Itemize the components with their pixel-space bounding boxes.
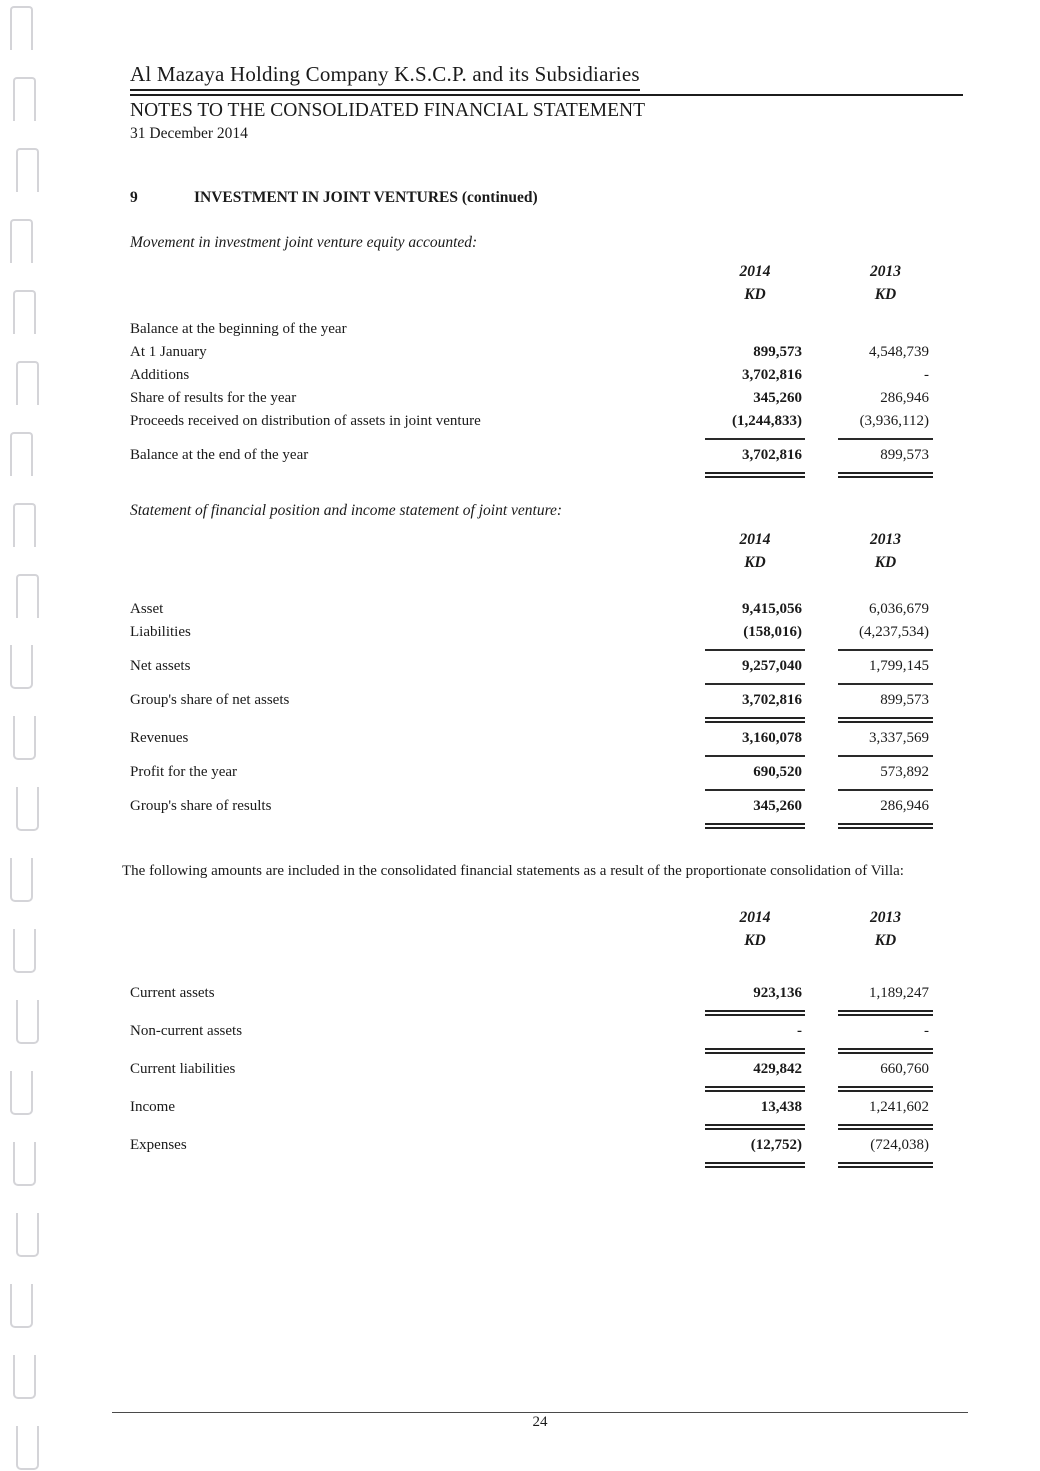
row-label: Income — [130, 1099, 175, 1115]
page-footer — [112, 1412, 968, 1431]
single-rule — [838, 755, 933, 757]
footer-rule — [112, 1412, 968, 1413]
value-2013: - — [924, 367, 929, 383]
currency-label: KD — [744, 554, 766, 571]
column-header-row — [130, 906, 963, 952]
currency-label: KD — [874, 554, 897, 571]
value-2013: 1,799,145 — [869, 658, 929, 674]
table-row — [130, 364, 963, 387]
rule-row — [130, 1124, 963, 1130]
header-rule — [130, 94, 963, 96]
single-rule — [705, 789, 805, 791]
value-2014: (12,752) — [750, 1137, 802, 1153]
double-rule — [705, 823, 805, 829]
binding-mark — [10, 1071, 33, 1115]
single-rule — [838, 683, 933, 685]
value-2013: (724,038) — [870, 1137, 929, 1153]
single-rule — [705, 683, 805, 685]
double-rule — [705, 1086, 805, 1092]
double-rule — [838, 1124, 933, 1130]
table-row — [130, 1058, 963, 1081]
value-2014: (158,016) — [743, 624, 802, 640]
movement-table-intro: Movement in investment joint venture equity accounted: — [130, 234, 478, 251]
double-rule — [705, 1048, 805, 1054]
value-2013: 4,548,739 — [869, 344, 929, 360]
column-header-row — [130, 260, 963, 306]
column-header-2013 — [838, 906, 933, 952]
rule-row — [130, 1048, 963, 1054]
binding-mark — [16, 574, 39, 618]
position-table — [130, 528, 963, 829]
section-number: 9 — [130, 189, 138, 206]
year-label: 2014 — [739, 263, 771, 280]
value-2013: (4,237,534) — [859, 624, 929, 640]
column-header-2014 — [705, 528, 805, 574]
value-2013: 1,189,247 — [869, 985, 929, 1001]
value-2014: 429,842 — [753, 1061, 802, 1077]
table-row — [130, 1096, 963, 1119]
page-content — [122, 62, 963, 1172]
value-2013: 1,241,602 — [869, 1099, 929, 1115]
rule-row — [130, 1010, 963, 1016]
position-table-intro: Statement of financial position and income statement of joint venture: — [130, 502, 563, 519]
binding-mark — [16, 1213, 39, 1257]
binding-rail — [0, 0, 60, 1471]
year-label: 2014 — [739, 909, 771, 926]
row-label: Expenses — [130, 1137, 187, 1153]
year-label: 2013 — [870, 531, 901, 548]
year-label: 2013 — [870, 909, 901, 926]
currency-label: KD — [744, 286, 766, 303]
double-rule — [705, 717, 805, 723]
double-rule — [705, 1010, 805, 1016]
value-2014: - — [797, 1023, 802, 1039]
row-label: Non-current assets — [130, 1023, 243, 1039]
binding-mark — [16, 787, 39, 831]
section-heading — [130, 189, 963, 207]
total-row — [130, 689, 963, 712]
double-rule — [705, 1124, 805, 1130]
row-label: Revenues — [130, 730, 189, 746]
row-label: Current liabilities — [130, 1061, 236, 1077]
value-2014: 9,257,040 — [742, 658, 802, 674]
rule-row — [130, 649, 963, 651]
binding-mark — [10, 645, 33, 689]
double-rule — [838, 823, 933, 829]
binding-mark — [13, 290, 36, 334]
value-2013: 286,946 — [880, 798, 929, 814]
value-2014: 690,520 — [753, 764, 802, 780]
table-row — [130, 1134, 963, 1157]
double-rule — [838, 1162, 933, 1168]
double-rule — [838, 1048, 933, 1054]
column-header-2014 — [705, 260, 805, 306]
section-title: INVESTMENT IN JOINT VENTURES (continued) — [194, 189, 538, 206]
total-row — [130, 444, 963, 467]
document-date: 31 December 2014 — [130, 125, 248, 142]
binding-mark — [13, 503, 36, 547]
table-row — [130, 341, 963, 364]
binding-mark — [16, 1000, 39, 1044]
double-rule — [705, 1162, 805, 1168]
binding-mark — [16, 148, 39, 192]
currency-label: KD — [874, 932, 897, 949]
value-2013: 286,946 — [880, 390, 929, 406]
binding-mark — [10, 858, 33, 902]
value-2013: 899,573 — [880, 692, 929, 708]
rule-row — [130, 472, 963, 478]
binding-mark — [13, 77, 36, 121]
column-header-2014 — [705, 906, 805, 952]
movement-table — [130, 260, 963, 478]
value-2014: (1,244,833) — [732, 413, 802, 429]
row-label: Group's share of net assets — [130, 692, 290, 708]
value-2014: 9,415,056 — [742, 601, 802, 617]
value-2014: 3,702,816 — [742, 367, 802, 383]
column-header-2013 — [838, 260, 933, 306]
value-2013: 899,573 — [880, 447, 929, 463]
row-label: Share of results for the year — [130, 390, 297, 406]
table-row — [130, 1020, 963, 1043]
row-label: Current assets — [130, 985, 215, 1001]
double-rule — [838, 717, 933, 723]
year-label: 2013 — [870, 263, 901, 280]
binding-mark — [10, 6, 33, 50]
rule-row — [130, 683, 963, 685]
value-2014: 345,260 — [753, 390, 802, 406]
binding-mark — [13, 1142, 36, 1186]
total-row — [130, 761, 963, 784]
row-label: Net assets — [130, 658, 191, 674]
single-rule — [838, 789, 933, 791]
single-rule — [705, 755, 805, 757]
row-label: Asset — [130, 601, 164, 617]
double-rule — [838, 472, 933, 478]
rule-row — [130, 717, 963, 723]
rule-row — [130, 823, 963, 829]
rule-row — [130, 755, 963, 757]
total-row — [130, 727, 963, 750]
currency-label: KD — [874, 286, 897, 303]
villa-paragraph: The following amounts are included in the consolidated financial statements as a result of the proportionate consolidation of Villa: — [122, 863, 904, 879]
value-2013: 573,892 — [880, 764, 929, 780]
double-rule — [838, 1086, 933, 1092]
row-label: Profit for the year — [130, 764, 238, 780]
value-2014: 899,573 — [753, 344, 802, 360]
villa-table — [130, 906, 963, 1168]
double-rule — [705, 472, 805, 478]
single-rule — [705, 438, 805, 440]
table-row — [130, 410, 963, 433]
binding-mark — [10, 1284, 33, 1328]
binding-mark — [10, 219, 33, 263]
value-2013: 3,337,569 — [869, 730, 929, 746]
binding-mark — [10, 432, 33, 476]
table-row — [130, 598, 963, 621]
row-label: Balance at the end of the year — [130, 447, 309, 463]
page-number: 24 — [532, 1414, 548, 1430]
row-label: At 1 January — [130, 344, 207, 360]
binding-mark — [13, 929, 36, 973]
row-label: Balance at the beginning of the year — [130, 321, 347, 337]
table-row — [130, 982, 963, 1005]
binding-mark — [16, 361, 39, 405]
total-row — [130, 795, 963, 818]
currency-label: KD — [744, 932, 766, 949]
document-title: NOTES TO THE CONSOLIDATED FINANCIAL STATEMENT — [130, 100, 645, 121]
value-2014: 3,702,816 — [742, 692, 802, 708]
rule-row — [130, 789, 963, 791]
table-row — [130, 318, 963, 341]
row-label: Additions — [130, 367, 190, 383]
value-2014: 3,702,816 — [742, 447, 802, 463]
binding-mark — [13, 1355, 36, 1399]
value-2013: 660,760 — [880, 1061, 929, 1077]
double-rule — [838, 1010, 933, 1016]
single-rule — [838, 649, 933, 651]
binding-mark — [13, 716, 36, 760]
row-label: Proceeds received on distribution of assets in joint venture — [130, 413, 481, 429]
row-label: Group's share of results — [130, 798, 272, 814]
header — [130, 62, 963, 143]
total-row — [130, 655, 963, 678]
value-2014: 3,160,078 — [742, 730, 802, 746]
value-2013: - — [924, 1023, 929, 1039]
value-2013: 6,036,679 — [869, 601, 929, 617]
binding-mark — [16, 1426, 39, 1470]
column-header-row — [130, 528, 963, 574]
company-title: Al Mazaya Holding Company K.S.C.P. and its Subsidiaries — [130, 62, 640, 91]
year-label: 2014 — [739, 531, 771, 548]
value-2014: 13,438 — [760, 1099, 802, 1115]
column-header-2013 — [838, 528, 933, 574]
table-row — [130, 387, 963, 410]
rule-row — [130, 1086, 963, 1092]
value-2013: (3,936,112) — [859, 413, 929, 429]
value-2014: 345,260 — [753, 798, 802, 814]
row-label: Liabilities — [130, 624, 191, 640]
value-2014: 923,136 — [753, 985, 802, 1001]
rule-row — [130, 438, 963, 440]
single-rule — [705, 649, 805, 651]
table-row — [130, 621, 963, 644]
single-rule — [838, 438, 933, 440]
rule-row — [130, 1162, 963, 1168]
